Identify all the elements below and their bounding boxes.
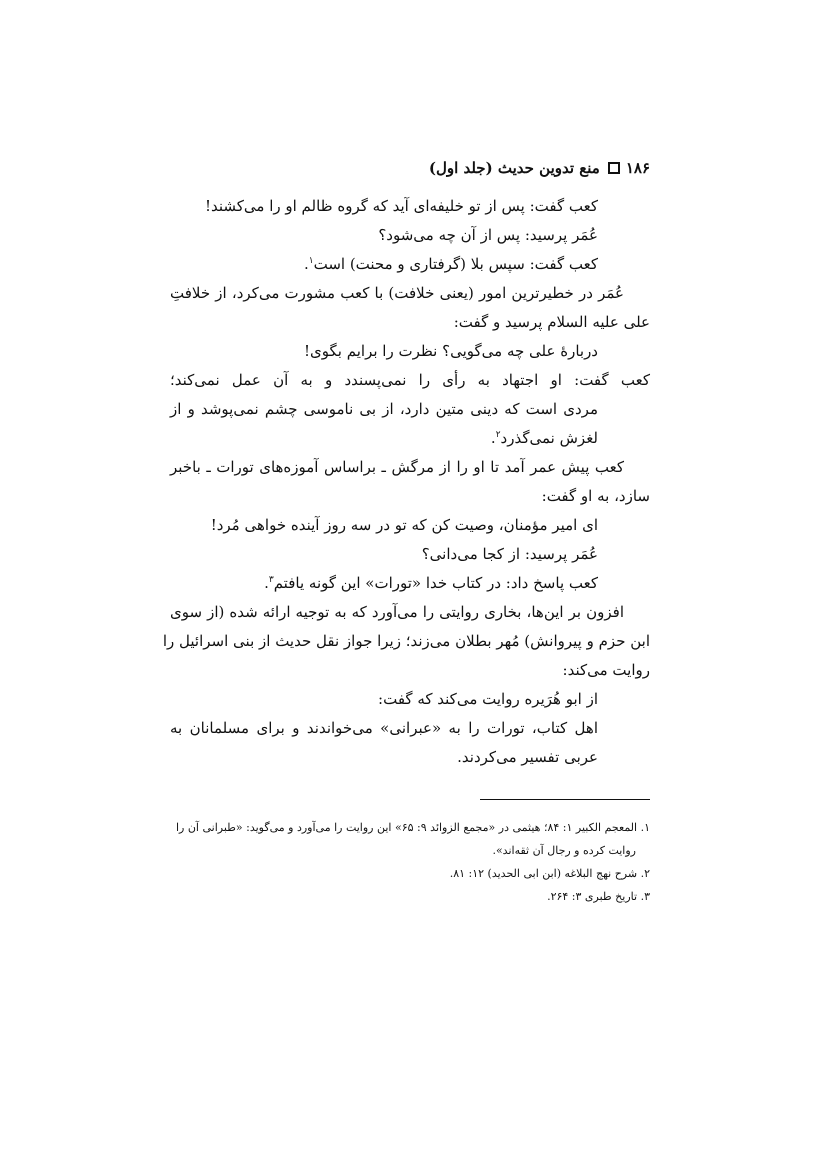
text-line: مردی است که دینی متین دارد، از بی ناموسی چشم نمی‌پوشد و از: [170, 400, 598, 418]
paragraph-line: سازد، به او گفت:: [541, 487, 650, 505]
paragraph-line: افزون بر این‌ها، بخاری روایتی را می‌آورد که به توجیه ارائه شده (از سوی: [170, 603, 624, 621]
text-line: کعب پاسخ داد: در کتاب خدا «تورات» این گونه یافتم$^۳$.: [264, 574, 598, 592]
footnotes: [170, 816, 650, 908]
text-line: کعب گفت: سپس بلا (گرفتاری و محنت) است$^۱$.: [303, 255, 598, 273]
footnote-separator: [480, 799, 650, 800]
footnote-1-continued: روایت کرده و رجال آن ثقه‌اند».: [492, 844, 636, 857]
footnote-ref: ۱: [308, 256, 314, 266]
text-line: لغزش نمی‌گذرد$^۲$.: [490, 429, 598, 447]
text-line: از ابو هُرَیره روایت می‌کند که گفت:: [378, 690, 598, 708]
book-title: منع تدوین حدیث (جلد اول): [428, 159, 600, 177]
footnote-2: ۲. شرح نهج البلاغه (ابن ابی الحدید) ۱۲: ۸۱.: [449, 867, 650, 880]
footnote-3: ۳. تاریخ طبری ۳: ۲۶۴.: [547, 890, 650, 903]
text-line: کعب گفت: پس از تو خلیفه‌ای آید که گروه ظالم او را می‌کشند!: [204, 197, 598, 215]
text-line: عُمَر پرسید: پس از آن چه می‌شود؟: [378, 226, 598, 244]
paragraph-line: عُمَر در خطیرترین امور (یعنی خلافت) با کعب مشورت می‌کرد، از خلافتِ: [170, 284, 624, 302]
running-header: [170, 155, 650, 181]
text-line: ای امیر مؤمنان، وصیت کن که تو در سه روز آینده خواهی مُرد!: [210, 516, 598, 534]
text-line-content: لغزش نمی‌گذرد: [500, 429, 598, 447]
text-line: اهل کتاب، تورات را به «عبرانی» می‌خواندند و برای مسلمانان به: [170, 719, 598, 737]
text-line: عُمَر پرسید: از کجا می‌دانی؟: [421, 545, 598, 563]
paragraph-line: روایت می‌کند:: [562, 661, 650, 679]
main-text: [162, 192, 650, 772]
footnote-1: ۱. المعجم الکبیر ۱: ۸۴؛ هیثمی در «مجمع الزوائد ۹: ۶۵» این روایت را می‌آورد و می‌گوید: «طبرانی آن را: [175, 821, 650, 834]
footnote-ref: ۳: [268, 575, 274, 585]
text-line: کعب گفت: او اجتهاد به رأی را نمی‌پسندد و به آن عمل نمی‌کند؛: [170, 371, 650, 389]
paragraph-line: علی علیه السلام پرسید و گفت:: [453, 313, 650, 331]
footnote-ref: ۲: [495, 430, 501, 440]
text-line-content: کعب گفت: سپس بلا (گرفتاری و محنت) است: [313, 255, 598, 273]
paragraph-line: کعب پیش عمر آمد تا او را از مرگش ـ براساس آموزه‌های تورات ـ باخبر: [170, 458, 624, 476]
paragraph-line: ابن حزم و پیروانش) مُهر بطلان می‌زند؛ زیرا جواز نقل حدیث از بنی اسرائیل را: [162, 632, 650, 650]
header-box-ornament-icon: [608, 162, 620, 174]
page-number: ۱۸۶: [625, 159, 650, 177]
text-line: دربارهٔ علی چه می‌گویی؟ نظرت را برایم بگوی!: [304, 342, 598, 360]
text-line: عربی تفسیر می‌کردند.: [457, 748, 598, 766]
text-line-content: کعب پاسخ داد: در کتاب خدا «تورات» این گونه یافتم: [273, 574, 598, 592]
